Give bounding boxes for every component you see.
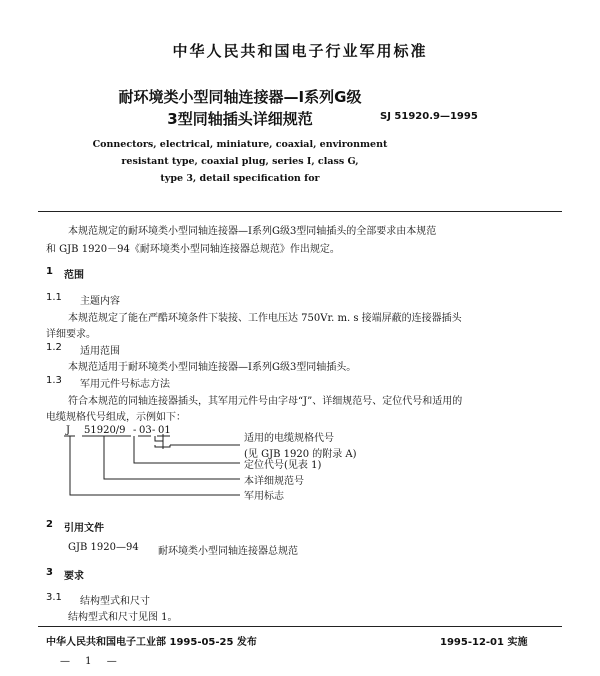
section1-number: 1 bbox=[46, 266, 53, 277]
leader-lines bbox=[70, 434, 240, 495]
section1-title: 范围 bbox=[64, 270, 84, 281]
section3-title: 要求 bbox=[64, 571, 84, 582]
document-title-line1: 耐环境类小型同轴连接器—Ⅰ系列G级 bbox=[118, 88, 362, 106]
section1-3-text-line1: 符合本规范的同轴连接器插头，其军用元件号由字母“J”、详细规范号、定位代号和适用的 bbox=[68, 396, 463, 407]
code-part-spec: 51920/9 bbox=[84, 425, 126, 436]
section2-title: 引用文件 bbox=[64, 523, 104, 534]
section1-3-title: 军用元件号标志方法 bbox=[80, 379, 170, 390]
standard-number: SJ 51920.9—1995 bbox=[380, 111, 478, 122]
section1-1-text-line1: 本规范规定了能在严酷环境条件下装接、工作电压达 750Vr. m. s 接端屏蔽的连接器插头 bbox=[68, 313, 462, 324]
label-cable-code-note: (见 GJB 1920 的附录 A) bbox=[244, 449, 357, 460]
english-title-line2: resistant type, coaxial plug, series Ⅰ, class G, bbox=[121, 156, 359, 167]
section1-2-title: 适用范围 bbox=[80, 346, 120, 357]
effective-date: 1995-12-01 实施 bbox=[440, 637, 528, 648]
label-position-code: 定位代号(见表 1) bbox=[244, 460, 322, 471]
section1-2-number: 1.2 bbox=[46, 342, 62, 353]
section1-3-number: 1.3 bbox=[46, 375, 62, 386]
intro-line1: 本规范规定的耐环境类小型同轴连接器—I系列G级3型同轴插头的全部要求由本规范 bbox=[68, 226, 437, 237]
code-part-dash2: - bbox=[152, 425, 156, 436]
issuer: 中华人民共和国电子工业部 1995-05-25 发布 bbox=[46, 637, 257, 648]
english-title-line1: Connectors, electrical, miniature, coaxial, environment bbox=[92, 139, 388, 150]
intro-line2: 和 GJB 1920－94《耐环境类小型同轴连接器总规范》作出规定。 bbox=[46, 244, 340, 255]
section3-1-number: 3.1 bbox=[46, 592, 62, 603]
page-number: — 1 — bbox=[60, 656, 123, 667]
section3-1-text: 结构型式和尺寸见图 1。 bbox=[68, 612, 178, 623]
document-title-line2: 3型同轴插头详细规范 bbox=[167, 110, 313, 128]
code-part-cable: 01 bbox=[158, 425, 171, 436]
code-part-position: 03 bbox=[139, 425, 152, 436]
reference-code: GJB 1920—94 bbox=[68, 542, 139, 553]
footer-divider bbox=[38, 626, 562, 627]
section1-3-text-line2: 电缆规格代号组成，示例如下： bbox=[46, 412, 186, 423]
section2-number: 2 bbox=[46, 519, 53, 530]
label-military-mark: 军用标志 bbox=[244, 491, 284, 502]
code-part-dash1: - bbox=[133, 425, 137, 436]
label-cable-code: 适用的电缆规格代号 bbox=[244, 433, 334, 444]
section1-2-text: 本规范适用于耐环境类小型同轴连接器—I系列G级3型同轴插头。 bbox=[68, 362, 357, 373]
section3-1-title: 结构型式和尺寸 bbox=[80, 596, 150, 607]
section1-1-text-line2: 详细要求。 bbox=[46, 329, 96, 340]
section1-1-title: 主题内容 bbox=[80, 296, 120, 307]
code-part-j: J bbox=[66, 425, 71, 436]
reference-title: 耐环境类小型同轴连接器总规范 bbox=[158, 546, 298, 557]
section1-1-number: 1.1 bbox=[46, 292, 62, 303]
section3-number: 3 bbox=[46, 567, 53, 578]
english-title-line3: type 3, detail specification for bbox=[160, 173, 320, 184]
standard-category: 中华人民共和国电子行业军用标准 bbox=[172, 42, 428, 60]
label-detail-spec-number: 本详细规范号 bbox=[244, 476, 304, 487]
